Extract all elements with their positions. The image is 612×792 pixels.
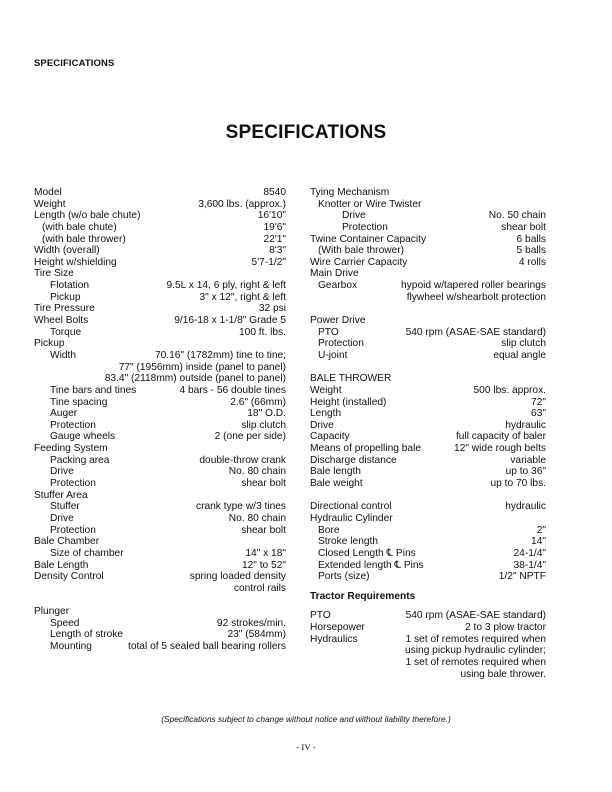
spec-value: control rails — [233, 582, 286, 594]
spec-row — [34, 629, 286, 641]
spec-value: 77" (1956mm) inside (panel to panel) — [118, 361, 286, 373]
spec-row — [34, 478, 286, 490]
spec-label: Packing area — [50, 454, 110, 466]
spec-row — [34, 525, 286, 537]
spec-value: 72" — [531, 396, 546, 408]
spec-label: Drive — [50, 512, 74, 524]
spec-label: Tire Pressure — [34, 303, 95, 315]
spec-label: Protection — [318, 338, 364, 350]
spec-row — [34, 303, 286, 315]
spacer — [310, 583, 546, 591]
spec-row — [310, 443, 546, 455]
spec-row — [310, 420, 546, 432]
spec-value: 5'7-1/2" — [251, 256, 286, 268]
spec-label: Flotation — [50, 280, 90, 292]
spec-label: Stroke length — [318, 536, 379, 548]
spec-row — [34, 606, 286, 618]
spec-label: Extended length ℄ Pins — [318, 559, 424, 571]
spacer — [310, 490, 546, 502]
spec-row — [34, 536, 286, 548]
spec-row — [34, 280, 286, 292]
page-number: - IV - — [296, 742, 316, 752]
spec-row — [34, 257, 286, 269]
spec-value: shear bolt — [501, 221, 546, 233]
spec-value: variable — [510, 454, 546, 466]
footnote: (Specifications subject to change without notice and without liability therefore.) — [161, 714, 451, 724]
spec-label: Height w/shielding — [34, 256, 117, 268]
spec-label: Drive — [310, 419, 334, 431]
spec-row — [310, 548, 546, 560]
spec-label: Drive — [50, 466, 74, 478]
spec-value: 8540 — [263, 187, 286, 198]
spec-row — [310, 657, 546, 669]
spec-value: 100 ft. lbs. — [238, 326, 286, 338]
spec-row — [34, 245, 286, 257]
spec-label: PTO — [318, 326, 339, 338]
spec-value: 83.4" (2118mm) outside (panel to panel) — [104, 373, 286, 385]
spec-row — [34, 397, 286, 409]
spec-label: Gauge wheels — [50, 431, 116, 443]
spec-label: BALE THROWER — [310, 373, 392, 385]
spec-value: equal angle — [493, 349, 546, 361]
spacer — [34, 594, 286, 606]
spec-row — [34, 455, 286, 467]
spec-value: 1/2" NPTF — [498, 571, 546, 583]
spec-value: 22'1" — [263, 233, 286, 245]
spec-label: Horsepower — [310, 622, 365, 634]
spec-row — [34, 490, 286, 502]
spec-label: (with bale thrower) — [42, 233, 126, 245]
spec-row — [34, 234, 286, 246]
spec-label: Knotter or Wire Twister — [318, 198, 422, 210]
spec-value: 540 rpm (ASAE-SAE standard) — [405, 610, 546, 622]
spec-value: 16'10" — [257, 210, 286, 222]
spec-value: 24-1/4" — [513, 547, 546, 559]
spec-row — [34, 268, 286, 280]
spec-label: Tine bars and tines — [50, 384, 137, 396]
spec-row — [34, 408, 286, 420]
spec-row — [34, 385, 286, 397]
spec-value: 32 psi — [258, 303, 286, 315]
spec-row — [34, 443, 286, 455]
spec-row — [310, 634, 546, 646]
spec-row — [310, 645, 546, 657]
spec-row — [34, 560, 286, 572]
spec-row — [310, 560, 546, 572]
spec-row — [310, 234, 546, 246]
spec-value: crank type w/3 tines — [195, 501, 286, 513]
spec-label: Mounting — [50, 640, 92, 652]
spec-row — [310, 315, 546, 327]
spec-value: 38-1/4" — [513, 559, 546, 571]
spec-row — [310, 455, 546, 467]
spec-row — [310, 292, 546, 304]
left-spec-column — [34, 187, 286, 653]
spec-row — [34, 513, 286, 525]
spec-value: 2 to 3 plow tractor — [465, 622, 546, 634]
spec-label: Tractor Requirements — [310, 590, 416, 602]
spec-row — [34, 501, 286, 513]
spec-row — [34, 327, 286, 339]
spec-row — [34, 548, 286, 560]
spec-value: 3" x 12", right & left — [199, 291, 286, 303]
spec-label: U-joint — [318, 349, 348, 361]
spec-label: Bale Length — [34, 559, 89, 571]
spacer — [310, 602, 546, 610]
spec-value: shear bolt — [241, 478, 286, 490]
spec-label: Pickup — [34, 338, 65, 350]
spec-label: Width — [50, 349, 77, 361]
spec-value: total of 5 sealed ball bearing rollers — [127, 640, 286, 652]
spec-row — [310, 327, 546, 339]
spec-label: Wire Carrier Capacity — [310, 256, 408, 268]
spec-label: Bore — [318, 524, 340, 536]
spec-label: Pickup — [50, 291, 81, 303]
spec-value: 2" — [536, 524, 546, 536]
spec-row — [310, 513, 546, 525]
spec-label: Hydraulic Cylinder — [310, 512, 393, 524]
spec-value: hypoid w/tapered roller bearings — [401, 280, 546, 292]
spec-value: hydraulic — [505, 501, 546, 513]
spec-label: Means of propelling bale — [310, 443, 422, 455]
spec-row — [34, 618, 286, 630]
spec-row — [34, 466, 286, 478]
spec-row — [310, 466, 546, 478]
spec-value: using bale thrower. — [460, 668, 546, 680]
spec-label: Bale length — [310, 466, 361, 478]
spec-label: Length of stroke — [50, 629, 124, 641]
spec-row — [310, 571, 546, 583]
spec-label: Stuffer Area — [34, 489, 88, 501]
spec-value: 14" x 18" — [245, 547, 286, 559]
spec-label: (With bale thrower) — [318, 245, 405, 257]
spec-label: Length (w/o bale chute) — [34, 210, 141, 222]
spec-value: 19'6" — [263, 221, 286, 233]
spec-row — [34, 338, 286, 350]
spec-label: Protection — [50, 524, 96, 536]
spec-value: slip clutch — [241, 419, 286, 431]
spec-value: 8'3" — [269, 245, 286, 257]
spec-value: up to 36" — [505, 466, 546, 478]
spec-label: Main Drive — [310, 268, 359, 280]
spec-value: No. 80 chain — [228, 512, 286, 524]
spec-row — [310, 622, 546, 634]
spec-label: Capacity — [310, 431, 350, 443]
spec-label: Speed — [50, 617, 80, 629]
spec-row — [34, 431, 286, 443]
spec-label: Hydraulics — [310, 633, 358, 645]
spacer — [310, 362, 546, 374]
spec-label: (with bale chute) — [42, 221, 117, 233]
spec-value: No. 80 chain — [228, 466, 286, 478]
spec-label: Weight — [34, 198, 66, 210]
spec-row — [310, 210, 546, 222]
spec-label: Closed Length ℄ Pins — [318, 547, 416, 559]
spec-label: Power Drive — [310, 315, 366, 327]
spec-value: 5 balls — [516, 245, 546, 257]
spec-row — [310, 408, 546, 420]
spec-row — [34, 292, 286, 304]
spec-row — [310, 431, 546, 443]
spec-value: 4 rolls — [518, 256, 546, 268]
spec-value: double-throw crank — [199, 454, 286, 466]
spec-label: Protection — [50, 419, 96, 431]
spec-row — [34, 420, 286, 432]
spec-label: Protection — [50, 478, 96, 490]
spec-label: Tying Mechanism — [310, 187, 390, 198]
spec-label: Stuffer — [50, 501, 80, 513]
spec-row — [34, 350, 286, 362]
spec-label: Torque — [50, 326, 82, 338]
spec-label: Wheel Bolts — [34, 315, 89, 327]
spec-value: 1 set of remotes required when — [405, 633, 546, 645]
spec-value: shear bolt — [241, 524, 286, 536]
spec-row — [310, 591, 546, 603]
spec-value: 9.5L x 14, 6 ply, right & left — [166, 280, 286, 292]
spec-label: Height (installed) — [310, 396, 387, 408]
spec-row — [310, 536, 546, 548]
spec-row — [310, 280, 546, 292]
spec-row — [34, 199, 286, 211]
spec-label: Gearbox — [318, 280, 358, 292]
spec-value: 12" wide rough belts — [454, 443, 546, 455]
spec-value: 23" (584mm) — [227, 629, 286, 641]
spec-label: Directional control — [310, 501, 392, 513]
spec-row — [310, 350, 546, 362]
spec-row — [310, 669, 546, 681]
spec-value: spring loaded density — [189, 571, 286, 583]
spec-value: 9/16-18 x 1-1/8" Grade 5 — [174, 315, 286, 327]
spec-label: Density Control — [34, 571, 104, 583]
spec-row — [34, 571, 286, 583]
spec-value: using pickup hydraulic cylinder; — [405, 645, 546, 657]
spec-row — [310, 525, 546, 537]
spec-value: 3,600 lbs. (approx.) — [198, 198, 286, 210]
spec-value: 12" to 52" — [241, 559, 286, 571]
spec-value: flywheel w/shearbolt protection — [406, 291, 546, 303]
spec-value: No. 50 chain — [488, 210, 546, 222]
spec-row — [310, 501, 546, 513]
spec-value: 500 lbs. approx. — [473, 384, 546, 396]
spacer — [310, 303, 546, 315]
spec-row — [310, 257, 546, 269]
spec-row — [310, 385, 546, 397]
spec-value: 2.6" (66mm) — [230, 396, 286, 408]
spec-label: Weight — [310, 384, 342, 396]
spec-label: Plunger — [34, 606, 70, 618]
spec-row — [310, 338, 546, 350]
spec-label: Tire Size — [34, 268, 74, 280]
spec-row — [310, 245, 546, 257]
spec-value: 2 (one per side) — [214, 431, 286, 443]
spec-row — [34, 315, 286, 327]
spec-value: hydraulic — [505, 419, 546, 431]
spec-value: slip clutch — [501, 338, 546, 350]
spec-value: up to 70 lbs. — [490, 478, 546, 490]
spec-value: 70.16" (1782mm) tine to tine; — [154, 349, 286, 361]
spec-label: Feeding System — [34, 443, 108, 455]
spec-label: Bale Chamber — [34, 536, 100, 548]
spec-label: Size of chamber — [50, 547, 124, 559]
running-header: SPECIFICATIONS — [34, 58, 115, 69]
spec-label: Model — [34, 187, 62, 198]
spec-row — [34, 362, 286, 374]
spec-label: Twine Container Capacity — [310, 233, 427, 245]
spec-label: Ports (size) — [318, 571, 370, 583]
right-spec-column — [310, 187, 546, 680]
spec-label: PTO — [310, 610, 331, 622]
page-title: SPECIFICATIONS — [225, 122, 387, 143]
spec-row — [34, 187, 286, 199]
spec-label: Auger — [50, 408, 78, 420]
spec-row — [34, 641, 286, 653]
spec-value: 92 strokes/min. — [216, 617, 286, 629]
spec-label: Length — [310, 408, 342, 420]
spec-value: 14" — [531, 536, 546, 548]
spec-label: Protection — [342, 221, 388, 233]
spec-row — [34, 373, 286, 385]
spec-value: 18" O.D. — [247, 408, 286, 420]
spec-value: 63" — [531, 408, 546, 420]
spec-value: 1 set of remotes required when — [405, 656, 546, 668]
spec-label: Tine spacing — [50, 396, 108, 408]
spec-label: Bale weight — [310, 478, 363, 490]
spec-row — [34, 222, 286, 234]
spec-row — [310, 268, 546, 280]
spec-row — [310, 610, 546, 622]
spec-label: Width (overall) — [34, 245, 100, 257]
spec-label: Discharge distance — [310, 454, 397, 466]
spec-row — [34, 583, 286, 595]
spec-value: 6 balls — [516, 233, 546, 245]
spec-row — [310, 199, 546, 211]
spec-value: full capacity of baler — [455, 431, 546, 443]
spec-row — [310, 187, 546, 199]
spec-row — [310, 478, 546, 490]
spec-value: 4 bars - 56 double tines — [179, 384, 286, 396]
spec-label: Drive — [342, 210, 366, 222]
spec-value: 540 rpm (ASAE-SAE standard) — [405, 326, 546, 338]
spec-row — [310, 397, 546, 409]
spec-row — [310, 222, 546, 234]
spec-row — [310, 373, 546, 385]
spec-row — [34, 210, 286, 222]
